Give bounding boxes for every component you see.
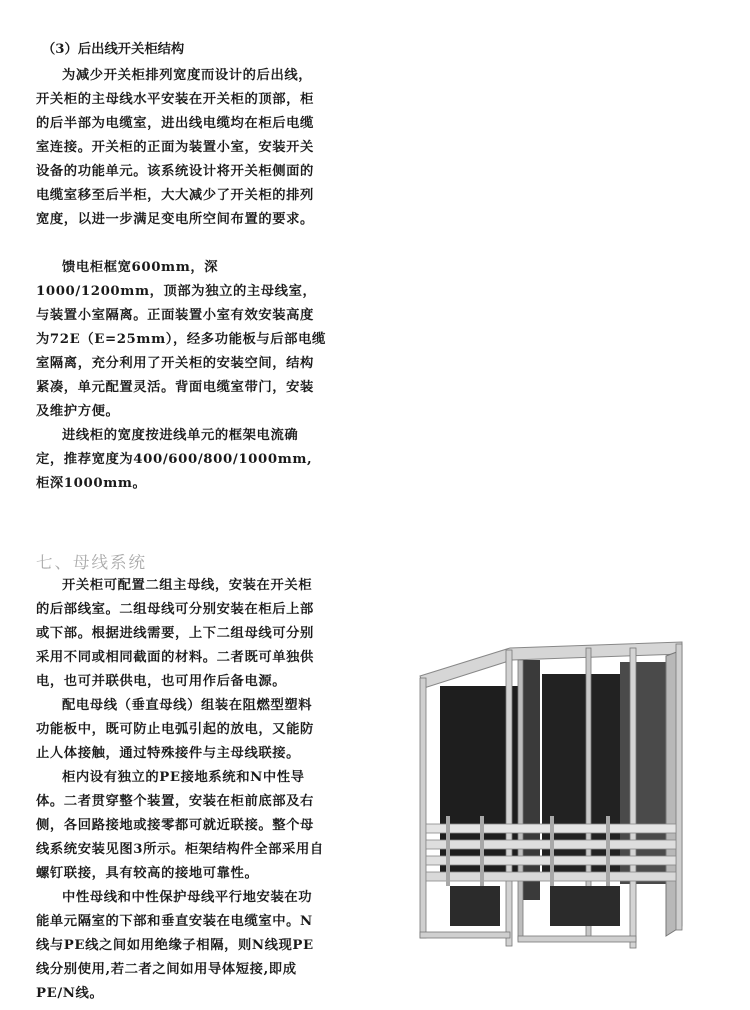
busbar-cabinet-frame-photo (410, 636, 692, 952)
paragraph: 进线柜的宽度按进线单元的框架电流确定，推荐宽度为400/600/800/1000mm,柜深1000mm。 (36, 428, 313, 491)
paragraph: 柜内设有独立的PE接地系统和N中性导体。二者贯穿整个装置，安装在柜前底部及右侧，各回路接地或接零都可就近联接。整个母线系统安装见图3所示。柜架结构件全部采用自螺钉联接，具有较高的接地可靠性。 (36, 770, 324, 881)
paragraph: 馈电柜框宽600mm，深1000/1200mm，顶部为独立的主母线室，与装置小室隔离。正面装置小室有效安装高度为72E（E=25mm），经多功能板与后部电缆室隔离，充分利用了开关柜的安装空间，结构紧凑，单元配置灵活。背面电缆室带门，安装及维护方便。 (36, 260, 326, 419)
paragraph: 配电母线（垂直母线）组装在阻燃型塑料功能板中，既可防止电弧引起的放电，又能防止人体接触，通过特殊接件与主母线联接。 (36, 698, 314, 761)
subsection-heading: （3）后出线开关柜结构 (42, 42, 185, 57)
paragraph: 开关柜可配置二组主母线，安装在开关柜的后部线室。二组母线可分别安装在柜后上部或下部。根据进线需要，上下二组母线可分别采用不同或相同截面的材料。二者既可单独供电，也可并联供电，也可用作后备电源。 (36, 578, 314, 689)
paragraph: 为减少开关柜排列宽度而设计的后出线，开关柜的主母线水平安装在开关柜的顶部，柜的后半部为电缆室，进出线电缆均在柜后电缆室连接。开关柜的正面为装置小室，安装开关设备的功能单元。该系统设计将开关柜侧面的电缆室移至后半柜，大大减少了开关柜的排列宽度，以进一步满足变电所空间布置的要求。 (36, 68, 314, 227)
subsection-body (36, 64, 326, 496)
section-title: 七、母线系统 (36, 553, 147, 572)
section-body (36, 574, 326, 1006)
paragraph: 中性母线和中性保护母线平行地安装在功能单元隔室的下部和垂直安装在电缆室中。N线与PE线之间如用绝缘子相隔，则N线现PE线分别使用,若二者之间如用导体短接,即成PE/N线。 (36, 890, 314, 1001)
